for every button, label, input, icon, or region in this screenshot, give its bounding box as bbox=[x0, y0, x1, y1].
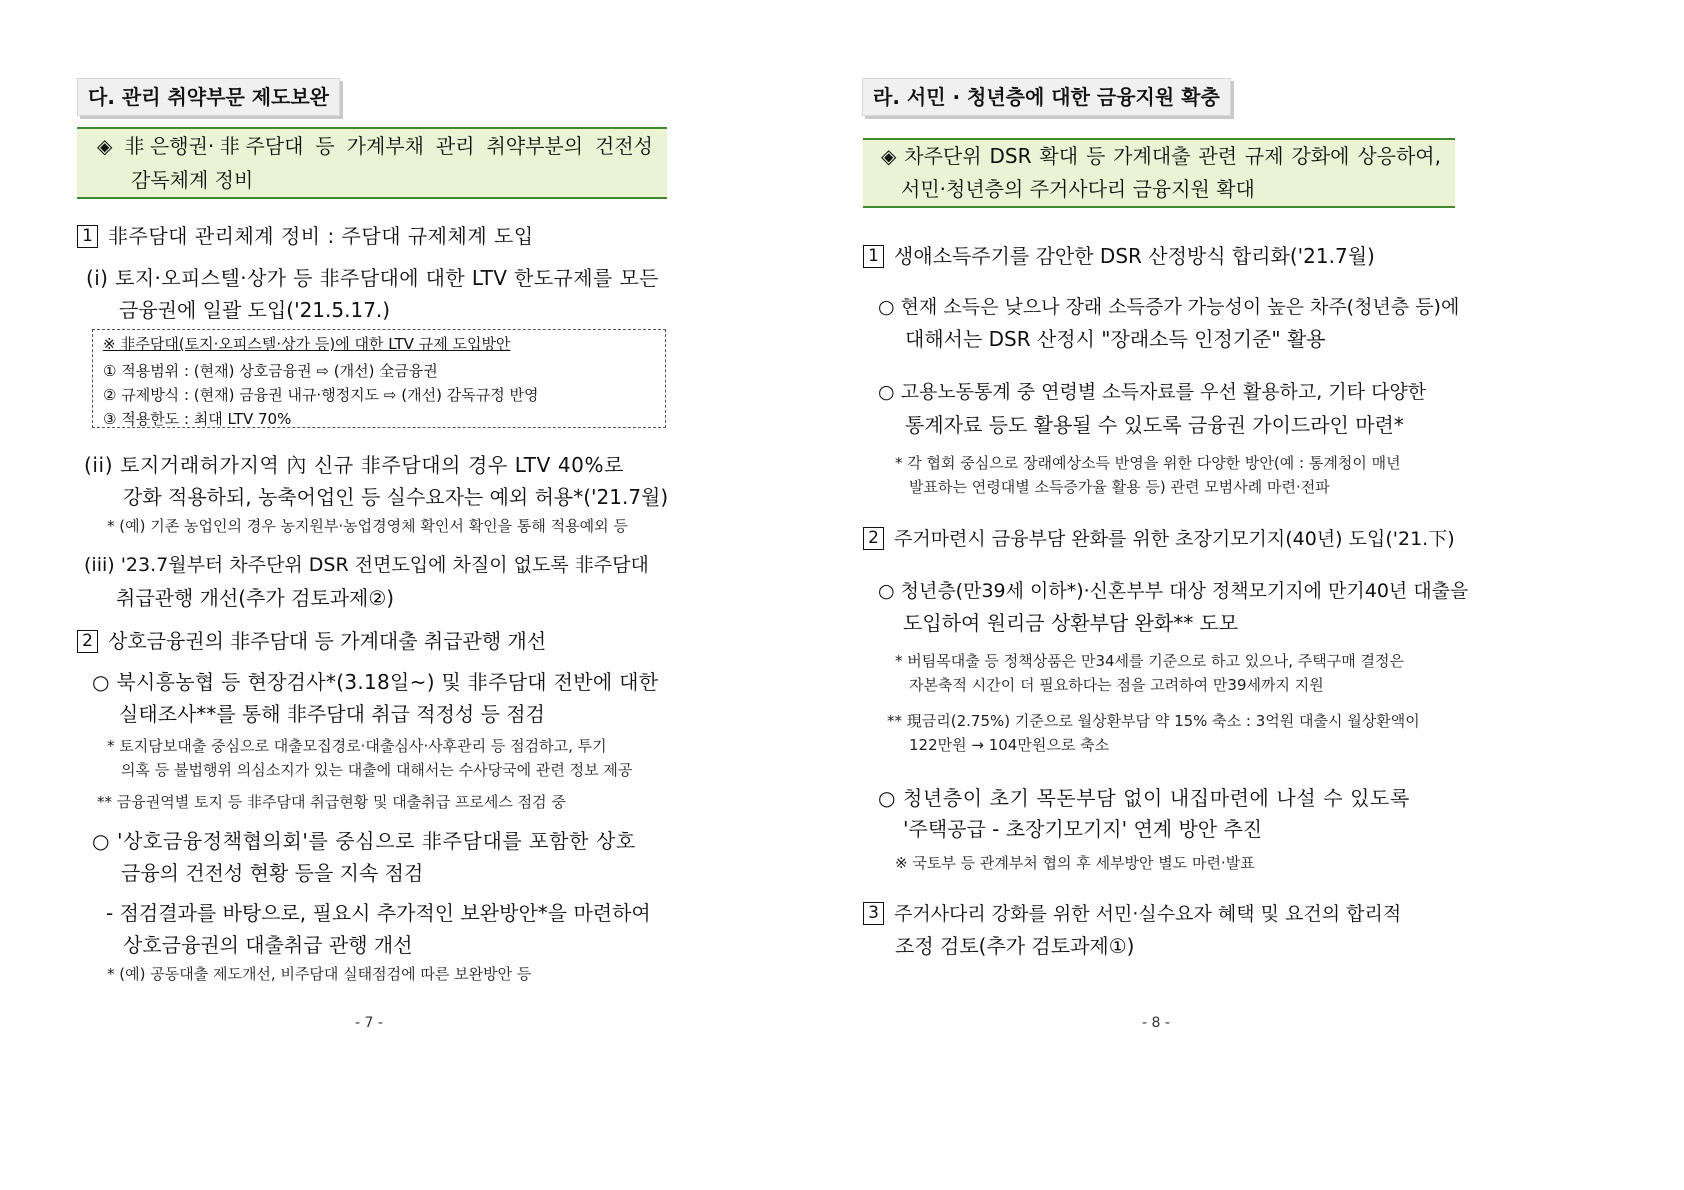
paragraph-line: 통계자료 등도 활용될 수 있도록 금융권 가이드라인 마련* bbox=[905, 413, 1404, 437]
item-heading bbox=[863, 524, 1455, 551]
paragraph-line: 강화 적용하되, 농축어업인 등 실수요자는 예외 허용*('21.7월) bbox=[123, 485, 669, 509]
heading-text: 생애소득주기를 감안한 DSR 산정방식 합리화('21.7월) bbox=[894, 244, 1375, 268]
summary-line: 감독체계 정비 bbox=[131, 168, 254, 192]
summary-box bbox=[77, 127, 667, 199]
paragraph-line: ○ 고용노동통계 중 연령별 소득자료를 우선 활용하고, 기타 다양한 bbox=[878, 381, 1427, 403]
heading-text: 非주담대 관리체계 정비 : 주담대 규제체계 도입 bbox=[108, 224, 534, 248]
paragraph-line: (i) 토지·오피스텔·상가 등 非주담대에 대한 LTV 한도규제를 모든 bbox=[86, 266, 659, 290]
page-right bbox=[842, 0, 1684, 1190]
section-title-text: 다. 관리 취약부문 제도보완 bbox=[88, 85, 330, 109]
paragraph-line: 실태조사**를 통해 非주담대 취급 적정성 등 점검 bbox=[119, 702, 545, 726]
paragraph-line: ○ 청년층(만39세 이하*)·신혼부부 대상 정책모기지에 만기40년 대출을 bbox=[878, 580, 1469, 602]
section-title-text: 라. 서민 · 청년층에 대한 금융지원 확충 bbox=[873, 85, 1220, 109]
heading-text: 주거사다리 강화를 위한 서민·실수요자 혜택 및 요건의 합리적 bbox=[894, 903, 1402, 925]
page-number: - 7 - bbox=[355, 1015, 383, 1031]
paragraph-line: (ii) 토지거래허가지역 內 신규 非주담대의 경우 LTV 40%로 bbox=[84, 453, 625, 477]
paragraph-line: 대해서는 DSR 산정시 "장래소득 인정기준" 활용 bbox=[905, 327, 1326, 351]
note-box bbox=[92, 329, 666, 428]
note-box-row: ③ 적용한도 : 최대 LTV 70% bbox=[103, 410, 292, 428]
number-box: 2 bbox=[77, 630, 98, 653]
footnote: * 버팀목대출 등 정책상품은 만34세를 기준으로 하고 있으나, 주택구매 결정은 bbox=[895, 652, 1404, 670]
footnote: * 토지담보대출 중심으로 대출모집경로·대출심사·사후관리 등 점검하고, 투기 bbox=[107, 737, 607, 755]
number-box: 1 bbox=[77, 225, 98, 248]
paragraph-line: ○ 청년층이 초기 목돈부담 없이 내집마련에 나설 수 있도록 bbox=[878, 786, 1410, 810]
footnote: ※ 국토부 등 관계부처 협의 후 세부방안 별도 마련·발표 bbox=[895, 854, 1255, 872]
paragraph-line: ○ 현재 소득은 낮으나 장래 소득증가 가능성이 높은 차주(청년층 등)에 bbox=[878, 296, 1460, 318]
footnote: * 각 협회 중심으로 장래예상소득 반영을 위한 다양한 방안(예 : 통계청이 매년 bbox=[895, 454, 1401, 472]
note-box-row: ① 적용범위 : (현재) 상호금융권 ⇨ (개선) 全금융권 bbox=[103, 362, 438, 380]
footnote: ** 금융권역별 토지 등 非주담대 취급현황 및 대출취급 프로세스 점검 중 bbox=[97, 793, 566, 811]
paragraph-line: 도입하여 원리금 상환부담 완화** 도모 bbox=[903, 611, 1239, 635]
footnote: 발표하는 연령대별 소득증가율 활용 등) 관련 모범사례 마련·전파 bbox=[909, 478, 1330, 496]
note-box-row: ② 규제방식 : (현재) 금융권 내규·행정지도 ⇨ (개선) 감독규정 반영 bbox=[103, 386, 539, 404]
item-heading bbox=[77, 220, 534, 249]
item-heading bbox=[77, 625, 546, 654]
page-number: - 8 - bbox=[1142, 1015, 1170, 1031]
note-box-title: ※ 非주담대(토지·오피스텔·상가 등)에 대한 LTV 규제 도입방안 bbox=[103, 335, 511, 353]
summary-line: 서민·청년층의 주거사다리 금융지원 확대 bbox=[901, 177, 1255, 201]
section-title bbox=[862, 78, 1231, 116]
footnote: 의혹 등 불법행위 의심소지가 있는 대출에 대해서는 수사당국에 관련 정보 제공 bbox=[121, 761, 633, 779]
paragraph-line: (iii) '23.7월부터 차주단위 DSR 전면도입에 차질이 없도록 非주담대 bbox=[84, 554, 649, 576]
paragraph-line: '주택공급 - 초장기모기지' 연계 방안 추진 bbox=[903, 817, 1263, 841]
heading-text-cont: 조정 검토(추가 검토과제①) bbox=[895, 934, 1135, 958]
item-heading bbox=[863, 899, 1401, 926]
paragraph-line: ○ '상호금융정책협의회'를 중심으로 非주담대를 포함한 상호 bbox=[92, 829, 636, 853]
number-box: 2 bbox=[863, 527, 884, 550]
item-heading bbox=[863, 240, 1375, 269]
number-box: 1 bbox=[863, 245, 884, 268]
paragraph-line: - 점검결과를 바탕으로, 필요시 추가적인 보완방안*을 마련하여 bbox=[106, 901, 651, 925]
paragraph-line: 금융의 건전성 현황 등을 지속 점검 bbox=[121, 861, 424, 885]
paragraph-line: ○ 북시흥농협 등 현장검사*(3.18일~) 및 非주담대 전반에 대한 bbox=[92, 670, 659, 694]
heading-text: 주거마련시 금융부담 완화를 위한 초장기모기지(40년) 도입('21.下) bbox=[894, 528, 1455, 550]
footnote: ** 現금리(2.75%) 기준으로 월상환부담 약 15% 축소 : 3억원 대출시 월상환액이 bbox=[887, 712, 1420, 730]
summary-box bbox=[863, 138, 1455, 208]
number-box: 3 bbox=[863, 902, 884, 925]
summary-line: ◈ 非은행권·非주담대 등 가계부채 관리 취약부분의 건전성 bbox=[97, 134, 653, 158]
paragraph-line: 상호금융권의 대출취급 관행 개선 bbox=[123, 933, 413, 957]
heading-text: 상호금융권의 非주담대 등 가계대출 취급관행 개선 bbox=[108, 629, 547, 653]
section-title bbox=[77, 78, 340, 116]
paragraph-line: 금융권에 일괄 도입('21.5.17.) bbox=[119, 298, 391, 322]
footnote: * (예) 공동대출 제도개선, 비주담대 실태점검에 따른 보완방안 등 bbox=[107, 965, 532, 983]
footnote: 자본축적 시간이 더 필요하다는 점을 고려하여 만39세까지 지원 bbox=[909, 676, 1324, 694]
paragraph-line: 취급관행 개선(추가 검토과제②) bbox=[116, 586, 395, 610]
summary-line: ◈ 차주단위 DSR 확대 등 가계대출 관련 규제 강화에 상응하여, bbox=[881, 144, 1441, 168]
footnote: 122만원 → 104만원으로 축소 bbox=[909, 736, 1110, 754]
footnote: * (예) 기존 농업인의 경우 농지원부·농업경영체 확인서 확인을 통해 적용예외 등 bbox=[107, 517, 628, 535]
